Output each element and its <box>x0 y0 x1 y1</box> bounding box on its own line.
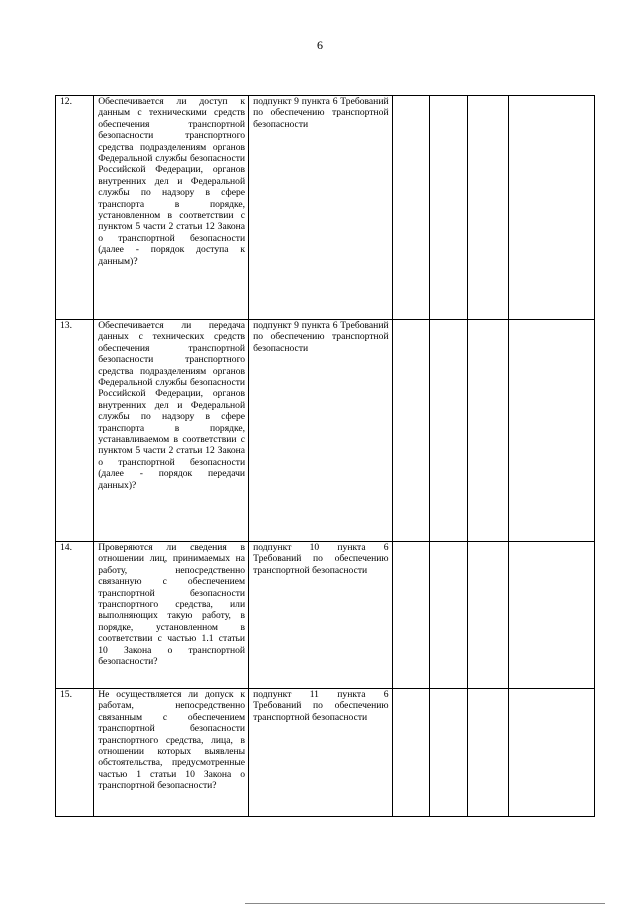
row-number: 14. <box>56 542 94 689</box>
answer-cell <box>392 542 429 689</box>
answer-cell <box>467 542 508 689</box>
row-number: 15. <box>56 689 94 817</box>
answer-cell <box>392 689 429 817</box>
table-row <box>56 96 595 320</box>
requirement-reference: подпункт 11 пункта 6 Требований по обеспечению транспортной безопасности <box>249 689 393 817</box>
question-text: Проверяются ли сведения в отношении лиц, принимаемых на работу, непосредственно связанную с обеспечением транспортной безопасности транспортного средства, или выполняющих такую работу, в порядке, установленном в соответствии с частью 1.1 статьи 10 Закона о транспортной безопасности? <box>94 542 249 689</box>
answer-cell <box>467 96 508 320</box>
row-number: 12. <box>56 96 94 320</box>
requirement-reference: подпункт 9 пункта 6 Требований по обеспечению транспортной безопасности <box>249 96 393 320</box>
notes-cell <box>509 320 595 542</box>
notes-cell <box>509 542 595 689</box>
answer-cell <box>392 320 429 542</box>
answer-cell <box>392 96 429 320</box>
answer-cell <box>429 542 467 689</box>
answer-cell <box>467 320 508 542</box>
answer-cell <box>467 689 508 817</box>
scan-edge-line <box>245 903 605 904</box>
requirement-reference: подпункт 9 пункта 6 Требований по обеспечению транспортной безопасности <box>249 320 393 542</box>
table-row <box>56 320 595 542</box>
notes-cell <box>509 96 595 320</box>
table-row <box>56 542 595 689</box>
question-text: Обеспечивается ли передача данных с технических средств обеспечения транспортной безопасности транспортного средства подразделениям органов Федеральной службы безопасности Российской Федерации, органов внутренних дел и Федеральной службы по надзору в сфере транспорта в порядке, устанавливаемом в соответствии с пунктом 5 части 2 статьи 12 Закона о транспортной безопасности (далее - порядок передачи данных)? <box>94 320 249 542</box>
table-row <box>56 689 595 817</box>
page-number: 6 <box>317 38 323 52</box>
row-number: 13. <box>56 320 94 542</box>
question-text: Обеспечивается ли доступ к данным с техническими средств обеспечения транспортной безопасности транспортного средства подразделениям органов Федеральной службы безопасности Российской Федерации, органов внутренних дел и Федеральной службы по надзору в сфере транспорта в порядке, установленном в соответствии с пунктом 5 части 2 статьи 12 Закона о транспортной безопасности (далее - порядок доступа к данным)? <box>94 96 249 320</box>
question-text: Не осуществляется ли допуск к работам, непосредственно связанным с обеспечением транспортной безопасности транспортного средства, лица, в отношении которых выявлены обстоятельства, предусмотренные частью 1 статьи 10 Закона о транспортной безопасности? <box>94 689 249 817</box>
checklist-table <box>55 95 595 817</box>
answer-cell <box>429 689 467 817</box>
answer-cell <box>429 320 467 542</box>
answer-cell <box>429 96 467 320</box>
requirement-reference: подпункт 10 пункта 6 Требований по обеспечению транспортной безопасности <box>249 542 393 689</box>
notes-cell <box>509 689 595 817</box>
